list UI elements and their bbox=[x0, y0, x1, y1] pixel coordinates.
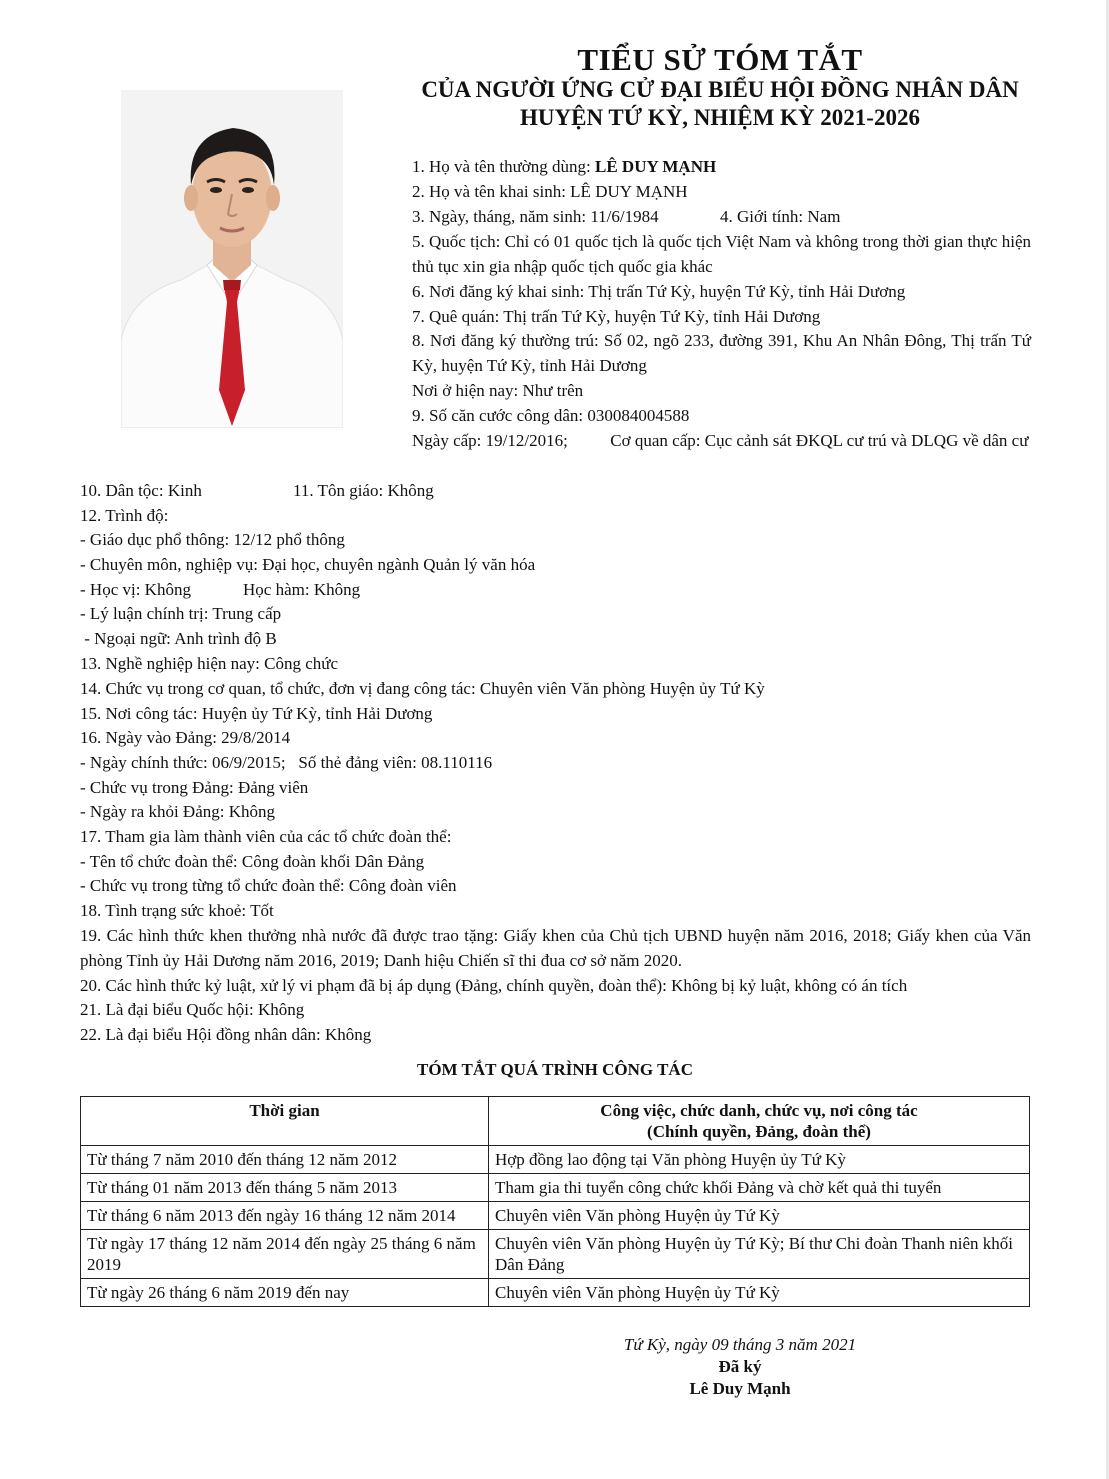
column-header-job-line-1: Công việc, chức danh, chức vụ, nơi công tác bbox=[600, 1101, 918, 1120]
row-time: Từ tháng 01 năm 2013 đến tháng 5 năm 2013 bbox=[81, 1174, 489, 1202]
bio-line-16: 16. Ngày vào Đảng: 29/8/2014 bbox=[80, 728, 291, 747]
work-history-title: TÓM TẮT QUÁ TRÌNH CÔNG TÁC bbox=[417, 1060, 693, 1079]
document-subtitle-1: CỦA NGƯỜI ỨNG CỬ ĐẠI BIỂU HỘI ĐỒNG NHÂN DÂN bbox=[421, 77, 1019, 102]
bio-line-15: 15. Nơi công tác: Huyện ủy Tứ Kỳ, tỉnh Hải Dương bbox=[80, 704, 433, 723]
row-time: Từ tháng 6 năm 2013 đến ngày 16 tháng 12 năm 2014 bbox=[81, 1202, 489, 1230]
bio-line-12b: - Chuyên môn, nghiệp vụ: Đại học, chuyên ngành Quản lý văn hóa bbox=[80, 555, 536, 574]
signature-status: Đã ký bbox=[718, 1357, 762, 1376]
work-history-table bbox=[80, 1096, 1030, 1307]
bio-line-9: 9. Số căn cước công dân: 030084004588 bbox=[412, 406, 690, 425]
table-row bbox=[81, 1146, 1030, 1174]
bio-line-12d: - Lý luận chính trị: Trung cấp bbox=[80, 604, 282, 623]
row-time: Từ ngày 26 tháng 6 năm 2019 đến nay bbox=[81, 1279, 489, 1307]
bio-line-12c-degree: - Học vị: Không bbox=[80, 580, 191, 599]
table-row bbox=[81, 1230, 1030, 1279]
bio-line-8: 8. Nơi đăng ký thường trú: Số 02, ngõ 233, đường 391, Khu An Nhân Đông, Thị trấn Tứ Kỳ, huyện Tứ Kỳ, tỉnh Hải Dương bbox=[412, 331, 1031, 375]
bio-line-9b: Ngày cấp: 19/12/2016; Cơ quan cấp: Cục cảnh sát ĐKQL cư trú và DLQG về dân cư bbox=[412, 431, 1029, 450]
bio-common-name-label: 1. Họ và tên thường dùng: bbox=[412, 157, 595, 176]
column-header-job-line-2: (Chính quyền, Đảng, đoàn thể) bbox=[647, 1122, 871, 1141]
bio-line-20: 20. Các hình thức kỷ luật, xử lý vi phạm đã bị áp dụng (Đảng, chính quyền, đoàn thể): Không bị kỷ luật, không có án tích bbox=[80, 976, 908, 995]
row-time: Từ ngày 17 tháng 12 năm 2014 đến ngày 25 tháng 6 năm 2019 bbox=[81, 1230, 489, 1279]
row-job: Chuyên viên Văn phòng Huyện ủy Tứ Kỳ bbox=[489, 1202, 1030, 1230]
bio-line-3: 3. Ngày, tháng, năm sinh: 11/6/1984 bbox=[412, 207, 659, 226]
bio-line-12e: - Ngoại ngữ: Anh trình độ B bbox=[80, 629, 277, 648]
bio-line-11: 11. Tôn giáo: Không bbox=[293, 481, 434, 500]
row-job: Hợp đồng lao động tại Văn phòng Huyện ủy Tứ Kỳ bbox=[489, 1146, 1030, 1174]
bio-line-16c: - Ngày ra khỏi Đảng: Không bbox=[80, 802, 275, 821]
bio-line-12: 12. Trình độ: bbox=[80, 506, 169, 525]
bio-line-4: 4. Giới tính: Nam bbox=[720, 207, 841, 226]
table-header-row bbox=[81, 1097, 1030, 1146]
bio-common-name-value: LÊ DUY MẠNH bbox=[595, 157, 717, 176]
bio-line-19: 19. Các hình thức khen thưởng nhà nước đã được trao tặng: Giấy khen của Chủ tịch UBND huyện năm 2016, 2018; Giấy khen của Văn phòng Tỉnh ủy Hải Dương năm 2016, 2019; Danh hiệu Chiến sĩ thi đua cơ sở năm 2020. bbox=[80, 926, 1031, 970]
bio-line-5: 5. Quốc tịch: Chỉ có 01 quốc tịch là quốc tịch Việt Nam và không trong thời gian thực hiện thủ tục xin gia nhập quốc tịch quốc gia khác bbox=[412, 232, 1031, 276]
bio-line-2: 2. Họ và tên khai sinh: LÊ DUY MẠNH bbox=[412, 182, 688, 201]
table-row bbox=[81, 1202, 1030, 1230]
row-job: Tham gia thi tuyển công chức khối Đảng và chờ kết quả thi tuyển bbox=[489, 1174, 1030, 1202]
row-job: Chuyên viên Văn phòng Huyện ủy Tứ Kỳ bbox=[489, 1279, 1030, 1307]
bio-line-16b: - Chức vụ trong Đảng: Đảng viên bbox=[80, 778, 309, 797]
bio-line-1 bbox=[412, 154, 716, 179]
bio-line-13: 13. Nghề nghiệp hiện nay: Công chức bbox=[80, 654, 339, 673]
bio-line-17b: - Chức vụ trong từng tổ chức đoàn thể: Công đoàn viên bbox=[80, 876, 457, 895]
signature-name: Lê Duy Mạnh bbox=[689, 1379, 791, 1398]
column-header-job bbox=[489, 1097, 1030, 1146]
bio-line-17a: - Tên tổ chức đoàn thể: Công đoàn khối Dân Đảng bbox=[80, 852, 425, 871]
column-header-time: Thời gian bbox=[81, 1097, 489, 1146]
bio-line-12c-title: Học hàm: Không bbox=[243, 580, 361, 599]
bio-line-22: 22. Là đại biểu Hội đồng nhân dân: Không bbox=[80, 1025, 372, 1044]
bio-line-10: 10. Dân tộc: Kinh bbox=[80, 481, 202, 500]
bio-line-18: 18. Tình trạng sức khoẻ: Tốt bbox=[80, 901, 274, 920]
table-row bbox=[81, 1174, 1030, 1202]
bio-line-8b: Nơi ở hiện nay: Như trên bbox=[412, 381, 584, 400]
bio-line-16a: - Ngày chính thức: 06/9/2015; Số thẻ đảng viên: 08.110116 bbox=[80, 753, 493, 772]
bio-line-17: 17. Tham gia làm thành viên của các tổ chức đoàn thể: bbox=[80, 827, 452, 846]
bio-line-21: 21. Là đại biểu Quốc hội: Không bbox=[80, 1000, 305, 1019]
bio-line-7: 7. Quê quán: Thị trấn Tứ Kỳ, huyện Tứ Kỳ, tỉnh Hải Dương bbox=[412, 307, 821, 326]
document-subtitle-2: HUYỆN TỨ KỲ, NHIỆM KỲ 2021-2026 bbox=[520, 105, 920, 130]
row-job: Chuyên viên Văn phòng Huyện ủy Tứ Kỳ; Bí thư Chi đoàn Thanh niên khối Dân Đảng bbox=[489, 1230, 1030, 1279]
bio-line-14: 14. Chức vụ trong cơ quan, tổ chức, đơn vị đang công tác: Chuyên viên Văn phòng Huyện ủy Tứ Kỳ bbox=[80, 679, 765, 698]
bio-line-6: 6. Nơi đăng ký khai sinh: Thị trấn Tứ Kỳ, huyện Tứ Kỳ, tỉnh Hải Dương bbox=[412, 282, 906, 301]
portrait-photo bbox=[121, 90, 343, 428]
document-title: TIỂU SỬ TÓM TẮT bbox=[577, 42, 863, 77]
bio-line-12a: - Giáo dục phổ thông: 12/12 phổ thông bbox=[80, 530, 345, 549]
signature-place-date: Tứ Kỳ, ngày 09 tháng 3 năm 2021 bbox=[623, 1335, 857, 1354]
row-time: Từ tháng 7 năm 2010 đến tháng 12 năm 2012 bbox=[81, 1146, 489, 1174]
table-row bbox=[81, 1279, 1030, 1307]
